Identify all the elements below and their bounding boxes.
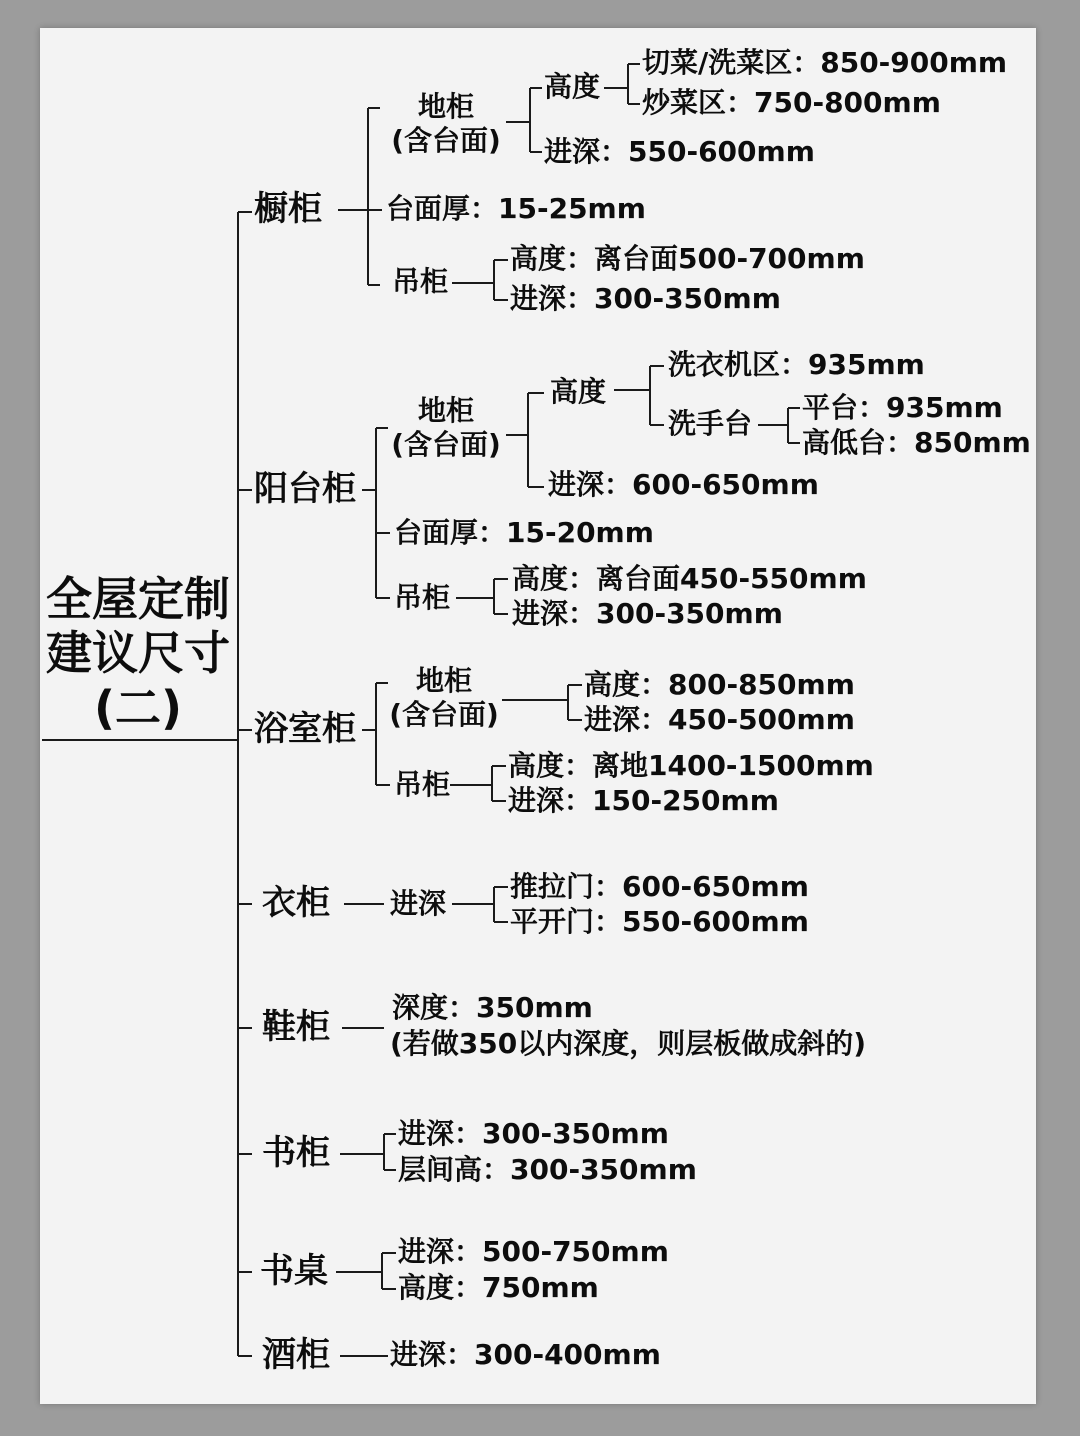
floor-cabinet-line1: 地柜: [417, 90, 474, 123]
cabinet-wall-depth: 进深：300-350mm: [510, 282, 781, 315]
wardrobe-hinged: 平开门：550-600mm: [510, 905, 809, 938]
cabinet-stir-fry: 炒菜区：750-800mm: [642, 86, 941, 119]
balcony-counter-thickness: 台面厚：15-20mm: [394, 516, 654, 549]
floor-cabinet-line1: 地柜: [415, 664, 472, 697]
bookcase-shelf-gap: 层间高：300-350mm: [398, 1153, 697, 1186]
balcony-split-level: 高低台：850mm: [802, 426, 1031, 459]
wardrobe-sliding: 推拉门：600-650mm: [510, 870, 809, 903]
balcony-wall-cabinet: 吊柜: [394, 581, 451, 614]
category-desk: 书桌: [260, 1251, 328, 1291]
cabinet-depth: 进深：550-600mm: [544, 135, 815, 168]
balcony-flat: 平台：935mm: [802, 391, 1003, 424]
wardrobe-depth-label: 进深: [390, 887, 447, 920]
bathroom-wall-depth: 进深：150-250mm: [508, 784, 779, 817]
category-cabinet: 橱柜: [254, 189, 322, 229]
cabinet-floor-cabinet: [384, 90, 508, 158]
category-wine: 酒柜: [262, 1335, 330, 1375]
balcony-wall-height: 高度：离台面450-550mm: [512, 562, 867, 595]
balcony-wall-depth: 进深：300-350mm: [512, 597, 783, 630]
category-balcony: 阳台柜: [254, 469, 356, 509]
title-line-2: 建议尺寸: [46, 626, 230, 681]
cabinet-counter-thickness: 台面厚：15-25mm: [386, 192, 646, 225]
cabinet-wall-cabinet: 吊柜: [392, 265, 449, 298]
shoe-depth: 深度：350mm: [392, 991, 593, 1024]
floor-cabinet-line2: (含台面): [389, 698, 499, 731]
bookcase-depth: 进深：300-350mm: [398, 1117, 669, 1150]
category-wardrobe: 衣柜: [262, 883, 330, 923]
diagram-title: [40, 572, 236, 735]
floor-cabinet-line1: 地柜: [417, 394, 474, 427]
wine-depth: 进深：300-400mm: [390, 1338, 661, 1371]
cabinet-height-label: 高度: [544, 70, 601, 103]
bathroom-floor-height: 高度：800-850mm: [584, 668, 855, 701]
bathroom-floor-depth: 进深：450-500mm: [584, 703, 855, 736]
cabinet-wall-height: 高度：离台面500-700mm: [510, 242, 865, 275]
category-shoe: 鞋柜: [262, 1007, 330, 1047]
title-line-3: (二): [93, 680, 183, 735]
balcony-washer-area: 洗衣机区：935mm: [668, 348, 925, 381]
category-bathroom: 浴室柜: [254, 709, 356, 749]
bathroom-wall-height: 高度：离地1400-1500mm: [508, 749, 874, 782]
floor-cabinet-line2: (含台面): [391, 124, 501, 157]
balcony-basin-label: 洗手台: [668, 407, 753, 440]
shoe-note: (若做350以内深度，则层板做成斜的): [390, 1027, 867, 1060]
cabinet-cut-wash: 切菜/洗菜区：850-900mm: [642, 46, 1008, 79]
floor-cabinet-line2: (含台面): [391, 428, 501, 461]
balcony-height-label: 高度: [550, 375, 607, 408]
bathroom-floor-cabinet: [382, 664, 506, 732]
desk-height: 高度：750mm: [398, 1271, 599, 1304]
category-bookcase: 书柜: [262, 1133, 330, 1173]
desk-depth: 进深：500-750mm: [398, 1235, 669, 1268]
title-line-1: 全屋定制: [46, 572, 230, 626]
balcony-floor-cabinet: [384, 394, 508, 462]
balcony-depth: 进深：600-650mm: [548, 468, 819, 501]
bathroom-wall-cabinet: 吊柜: [394, 768, 451, 801]
